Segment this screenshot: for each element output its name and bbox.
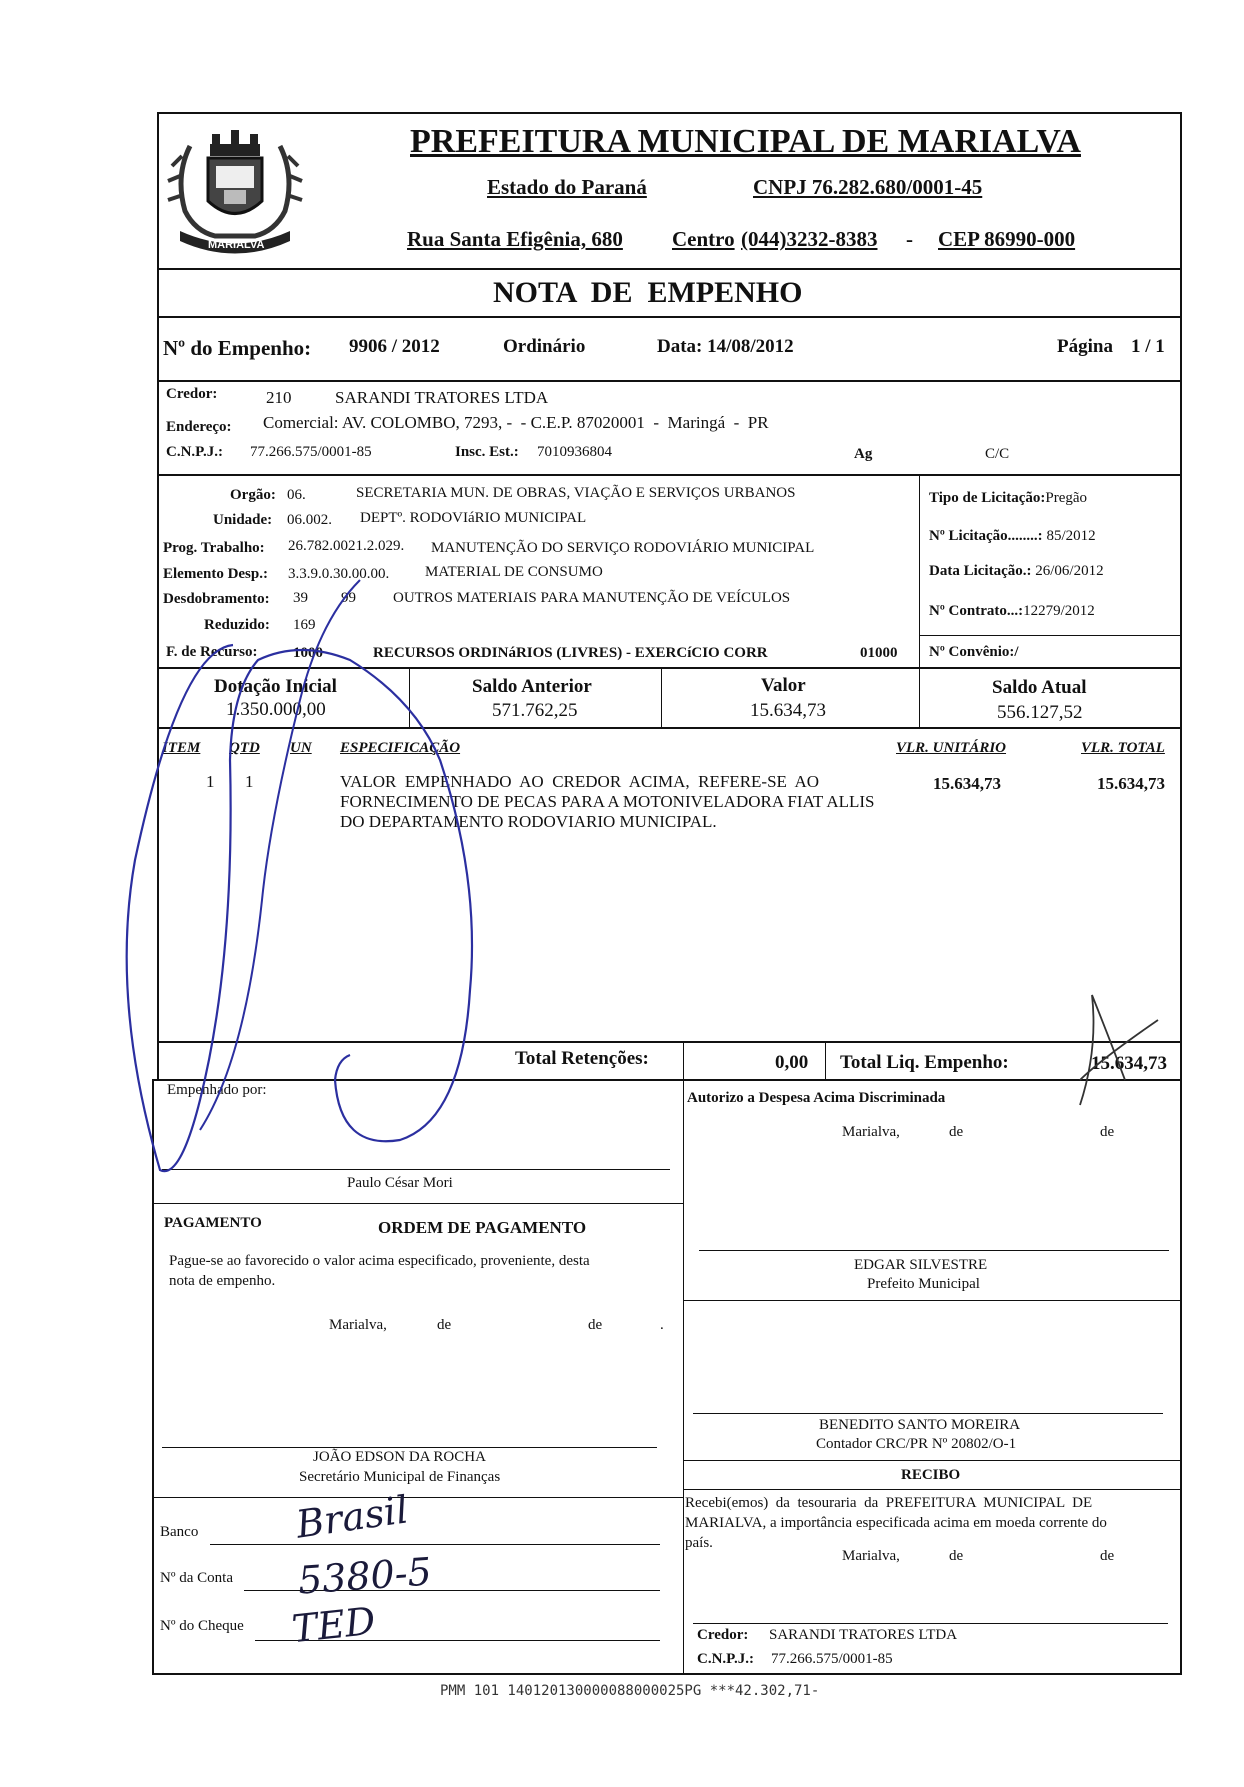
cc-label: C/C (985, 446, 1010, 462)
autorizo-de-2: de (1100, 1124, 1115, 1140)
budget-divider (919, 475, 920, 668)
banco-label: Banco (160, 1524, 199, 1540)
recibo-de-2: de (1100, 1548, 1115, 1564)
data-licitacao-value: 26/06/2012 (1035, 563, 1104, 579)
unidade-name: DEPTº. RODOVIáRIO MUNICIPAL (360, 510, 587, 526)
autorizo-de-1: de (949, 1124, 964, 1140)
desdob-code2: 99 (341, 590, 356, 606)
pagamento-dot: . (660, 1317, 664, 1333)
lower-divider (683, 1080, 684, 1674)
data-licitacao-label (929, 563, 1104, 580)
retencoes-value: 0,00 (775, 1052, 809, 1073)
empenhado-label: Empenhado por: (167, 1082, 267, 1098)
ag-label: Ag (854, 446, 873, 462)
col-header-spec: ESPECIFICAÇÃO (340, 740, 461, 756)
conta-handwritten: 5380-5 (296, 1549, 434, 1603)
recurso-number: 01000 (860, 645, 898, 661)
recibo-title: RECIBO (901, 1467, 961, 1483)
financas-signature-line (162, 1447, 657, 1448)
header-title: PREFEITURA MUNICIPAL DE MARIALVA (410, 123, 1081, 160)
contador-signer: BENEDITO SANTO MOREIRA (819, 1417, 1021, 1433)
col-header-un: UN (290, 740, 312, 756)
dotacao-label: Dotação Inicial (214, 676, 337, 697)
header-district: Centro (672, 227, 735, 251)
row-qtd: 1 (245, 772, 254, 791)
empenho-date: Data: 14/08/2012 (657, 336, 794, 357)
saldo-atual-label: Saldo Atual (992, 677, 1087, 698)
document-title: NOTA DE EMPENHO (493, 276, 803, 309)
insc-label: Insc. Est.: (455, 444, 519, 460)
contador-top-line (684, 1300, 1181, 1301)
prefeito-signer: EDGAR SILVESTRE (854, 1257, 988, 1273)
recibo-title-line (684, 1489, 1181, 1490)
saldo-atual-value: 556.127,52 (997, 702, 1083, 723)
header-state: Estado do Paraná (487, 175, 647, 199)
orgao-code: 06. (287, 487, 306, 503)
prog-name: MANUTENÇÃO DO SERVIÇO RODOVIÁRIO MUNICIPAL (431, 540, 815, 556)
prog-code: 26.782.0021.2.029. (288, 538, 405, 554)
tipo-licitacao-label-text: Tipo de Licitação: (929, 490, 1046, 506)
prefeito-signature-line (699, 1250, 1169, 1251)
header-street: Rua Santa Efigênia, 680 (407, 227, 623, 251)
pagamento-text-1: Pague-se ao favorecido o valor acima especificado, proveniente, desta (169, 1253, 590, 1269)
col-header-item: ITEM (162, 740, 201, 756)
svg-text:MARIALVA: MARIALVA (208, 239, 265, 251)
contador-signature-line (693, 1413, 1163, 1414)
num-licitacao-value: 85/2012 (1046, 528, 1096, 544)
pagamento-text-2: nota de empenho. (169, 1273, 276, 1289)
credor-code: 210 (266, 388, 292, 407)
unidade-label: Unidade: (213, 512, 273, 528)
prefeito-role: Prefeito Municipal (867, 1276, 980, 1292)
cheque-label: Nº do Cheque (160, 1618, 244, 1634)
liq-empenho-value: 15.634,73 (1091, 1053, 1167, 1074)
empenhado-signer: Paulo César Mori (347, 1175, 453, 1191)
pagamento-de-2: de (588, 1317, 603, 1333)
valor-value: 15.634,73 (750, 700, 826, 721)
contrato-value: 12279/2012 (1023, 603, 1095, 619)
recibo-de-1: de (949, 1548, 964, 1564)
credor-cnpj-label: C.N.P.J.: (166, 444, 223, 460)
retencoes-box (157, 1041, 1182, 1081)
banco-field-line (210, 1544, 660, 1545)
contador-role: Contador CRC/PR Nº 20802/O-1 (816, 1436, 1017, 1452)
recibo-text-1: Recebi(emos) da tesouraria da PREFEITURA MUNICIPAL DE (685, 1495, 1093, 1511)
cheque-handwritten: TED (289, 1598, 378, 1652)
header-cep: CEP 86990-000 (938, 227, 1076, 251)
orgao-label: Orgão: (230, 487, 276, 503)
retencoes-label: Total Retenções: (515, 1048, 649, 1069)
financas-signer: JOÃO EDSON DA ROCHA (313, 1449, 486, 1465)
totals-div-1 (409, 668, 410, 728)
elemento-name: MATERIAL DE CONSUMO (425, 564, 603, 580)
empenho-label: Nº do Empenho: (163, 336, 312, 360)
reduzido-value: 169 (293, 617, 316, 633)
pagamento-top-line (153, 1203, 683, 1204)
recibo-credor-label: Credor: (697, 1627, 749, 1643)
desdob-name: OUTROS MATERIAIS PARA MANUTENÇÃO DE VEÍCULOS (393, 590, 791, 606)
row-spec-line-3: DO DEPARTAMENTO RODOVIARIO MUNICIPAL. (340, 812, 717, 831)
header-phone: (044)3232-8383 (741, 227, 878, 251)
recibo-cnpj-label: C.N.P.J.: (697, 1651, 754, 1667)
row-spec-line-2: FORNECIMENTO DE PECAS PARA A MOTONIVELADORA FIAT ALLIS (340, 792, 875, 811)
saldo-anterior-value: 571.762,25 (492, 700, 578, 721)
row-item: 1 (206, 772, 215, 791)
empenho-page: 1 / 1 (1131, 336, 1165, 357)
empenho-type: Ordinário (503, 336, 586, 357)
tipo-licitacao-label (929, 490, 1087, 507)
row-spec-line-1: VALOR EMPENHADO AO CREDOR ACIMA, REFERE-SE AO (340, 772, 820, 791)
orgao-name: SECRETARIA MUN. DE OBRAS, VIAÇÃO E SERVIÇOS URBANOS (356, 485, 796, 501)
recibo-cnpj: 77.266.575/0001-85 (771, 1651, 893, 1667)
credor-label: Credor: (166, 386, 218, 402)
empenho-page-label: Página (1057, 336, 1113, 357)
recibo-signature-line (693, 1623, 1168, 1624)
totals-div-2 (661, 668, 662, 728)
num-licitacao-label (929, 528, 1096, 545)
credor-cnpj: 77.266.575/0001-85 (250, 444, 372, 460)
data-licitacao-label-text: Data Licitação.: (929, 563, 1032, 579)
credor-address: Comercial: AV. COLOMBO, 7293, - - C.E.P. 87020001 - Maringá - PR (263, 413, 769, 432)
recibo-text-2: MARIALVA, a importância especificada acima em moeda corrente do (685, 1515, 1107, 1531)
autorizo-place: Marialva, (842, 1124, 900, 1140)
header-cnpj: CNPJ 76.282.680/0001-45 (753, 175, 983, 199)
col-header-qtd: QTD (229, 740, 260, 756)
credor-name: SARANDI TRATORES LTDA (335, 388, 549, 407)
tipo-licitacao-value: Pregão (1045, 490, 1088, 506)
row-total-value: 15.634,73 (1097, 774, 1165, 793)
autorizo-label: Autorizo a Despesa Acima Discriminada (687, 1090, 946, 1106)
totals-div-3 (919, 668, 920, 728)
recurso-name: RECURSOS ORDINáRIOS (LIVRES) - EXERCíCIO CORR (373, 645, 768, 661)
pagamento-label: PAGAMENTO (164, 1215, 262, 1231)
desdob-label: Desdobramento: (163, 591, 270, 607)
banco-top-line (153, 1497, 683, 1498)
col-header-unit: VLR. UNITÁRIO (896, 740, 1007, 756)
header-dash: - (906, 227, 913, 251)
retencoes-div-1 (683, 1042, 684, 1080)
address-label: Endereço: (166, 419, 232, 435)
municipal-crest-icon (160, 116, 310, 266)
elemento-label: Elemento Desp.: (163, 566, 268, 582)
convenio-line (920, 635, 1181, 636)
empenho-number: 9906 / 2012 (349, 336, 440, 357)
unidade-code: 06.002. (287, 512, 332, 528)
contrato-label-text: Nº Contrato...: (929, 603, 1024, 619)
recurso-label: F. de Recurso: (166, 644, 258, 660)
financas-role: Secretário Municipal de Finanças (299, 1469, 501, 1485)
num-licitacao-label-text: Nº Licitação........: (929, 528, 1043, 544)
recibo-credor-name: SARANDI TRATORES LTDA (769, 1627, 958, 1643)
banco-handwritten: Brasil (293, 1487, 411, 1547)
desdob-code1: 39 (293, 590, 308, 606)
row-unit-value: 15.634,73 (933, 774, 1001, 793)
saldo-anterior-label: Saldo Anterior (472, 676, 592, 697)
prog-label: Prog. Trabalho: (163, 540, 265, 556)
pagamento-place: Marialva, (329, 1317, 387, 1333)
retencoes-div-2 (825, 1042, 826, 1080)
recibo-place: Marialva, (842, 1548, 900, 1564)
dotacao-value: 1.350.000,00 (226, 699, 326, 720)
empenhado-signature-line (162, 1169, 670, 1170)
contrato-label (929, 603, 1095, 620)
recibo-text-3: país. (685, 1535, 713, 1551)
ordem-pagamento-label: ORDEM DE PAGAMENTO (378, 1218, 587, 1237)
col-header-total: VLR. TOTAL (1081, 740, 1165, 756)
recibo-top-line (684, 1460, 1181, 1461)
liq-empenho-label: Total Liq. Empenho: (840, 1052, 1009, 1073)
pagamento-de-1: de (437, 1317, 452, 1333)
footer-code: PMM 101 140120130000088000025PG ***42.302,71- (440, 1683, 820, 1699)
recurso-code: 1000 (293, 645, 323, 661)
conta-label: Nº da Conta (160, 1570, 233, 1586)
reduzido-label: Reduzido: (204, 617, 270, 633)
elemento-code: 3.3.9.0.30.00.00. (288, 566, 390, 582)
insc-value: 7010936804 (537, 444, 612, 460)
valor-label: Valor (761, 675, 806, 696)
convenio-label: Nº Convênio:/ (929, 644, 1019, 660)
